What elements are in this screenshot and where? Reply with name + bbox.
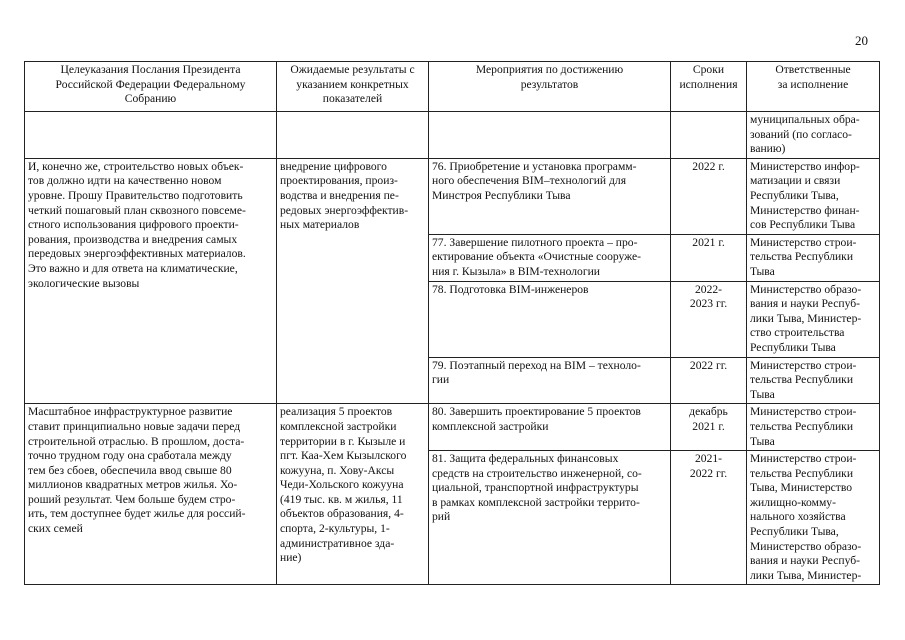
header-row bbox=[25, 62, 880, 112]
header-goal: Целеуказания Послания Президента Российской Федерации Федеральному Собранию bbox=[25, 62, 277, 112]
header-responsible: Ответственные за исполнение bbox=[747, 62, 880, 112]
goal-cell: Масштабное инфраструктурное развитие ставит принципиально новые задачи перед строительной отраслью. В прошлом, доста- точно трудном году она сработала между тем без сбоев, обеспечила ввод свыше 80 миллионов квадратных метров жилья. Хо- роший результат. Чем больше будем стро- ить, тем доступнее будет жилье для россий- ских семей bbox=[25, 404, 277, 585]
header-measures: Мероприятия по достижению результатов bbox=[429, 62, 671, 112]
header-expected-results: Ожидаемые результаты с указанием конкретных показателей bbox=[277, 62, 429, 112]
measure-cell: 79. Поэтапный переход на BIM – техноло- гии bbox=[429, 357, 671, 404]
table-row bbox=[25, 158, 880, 234]
table-cell bbox=[277, 112, 429, 159]
table-cell bbox=[25, 112, 277, 159]
measure-cell: 76. Приобретение и установка программ- ного обеспечения BIM–технологий для Минстроя Республики Тыва bbox=[429, 158, 671, 234]
responsible-cell: Министерство строи- тельства Республики Тыва bbox=[747, 404, 880, 451]
responsible-cell: Министерство инфор- матизации и связи Республики Тыва, Министерство финан- сов Республики Тыва bbox=[747, 158, 880, 234]
term-cell: 2022 гг. bbox=[671, 357, 747, 404]
expected-result-cell: реализация 5 проектов комплексной застройки территории в г. Кызыле и пгт. Каа-Хем Кызылского кожууна, п. Хову-Аксы Чеди-Хольского кожууна (419 тыс. кв. м жилья, 11 объектов образования, 4- спорта, 2-культуры, 1- административное зда- ние) bbox=[277, 404, 429, 585]
term-cell: декабрь 2021 г. bbox=[671, 404, 747, 451]
measure-cell: 78. Подготовка BIM-инженеров bbox=[429, 281, 671, 357]
table-cell bbox=[429, 112, 671, 159]
term-cell: 2021 г. bbox=[671, 234, 747, 281]
measure-cell: 77. Завершение пилотного проекта – про- ектирование объекта «Очистные сооруже- ния г. Кызыла» в BIM-технологии bbox=[429, 234, 671, 281]
responsible-cell: Министерство образо- вания и науки Респуб- лики Тыва, Министер- ство строительства Республики Тыва bbox=[747, 281, 880, 357]
responsible-cell: Министерство строи- тельства Республики Тыва bbox=[747, 357, 880, 404]
measure-cell: 80. Завершить проектирование 5 проектов комплексной застройки bbox=[429, 404, 671, 451]
page-number: 20 bbox=[855, 33, 868, 48]
responsible-cell: муниципальных обра- зований (по согласо- ванию) bbox=[747, 112, 880, 159]
header-terms: Сроки исполнения bbox=[671, 62, 747, 112]
goal-cell: И, конечно же, строительство новых объек- тов должно идти на качественно новом уровне. Прошу Правительство подготовить четкий пошаговый план сквозного повсеме- стного использования цифрового проекти- рования, производства и внедрения самых передовых энергоэффективных материалов. Это важно и для ответа на климатические, экологические вызовы bbox=[25, 158, 277, 404]
term-cell: 2021- 2022 гг. bbox=[671, 451, 747, 585]
table-row bbox=[25, 404, 880, 451]
term-cell: 2022 г. bbox=[671, 158, 747, 234]
term-cell: 2022- 2023 гг. bbox=[671, 281, 747, 357]
table-cell bbox=[671, 112, 747, 159]
measure-cell: 81. Защита федеральных финансовых средств на строительство инженерной, со- циальной, транспортной инфраструктуры в рамках комплексной застройки террито- рий bbox=[429, 451, 671, 585]
measures-table bbox=[24, 61, 880, 585]
responsible-cell: Министерство строи- тельства Республики Тыва, Министерство жилищно-комму- нального хозяйства Республики Тыва, Министерство образо- вания и науки Респуб- лики Тыва, Министер- bbox=[747, 451, 880, 585]
expected-result-cell: внедрение цифрового проектирования, произ- водства и внедрения пе- редовых энергоэффектив- ных материалов bbox=[277, 158, 429, 404]
table-row bbox=[25, 112, 880, 159]
responsible-cell: Министерство строи- тельства Республики Тыва bbox=[747, 234, 880, 281]
